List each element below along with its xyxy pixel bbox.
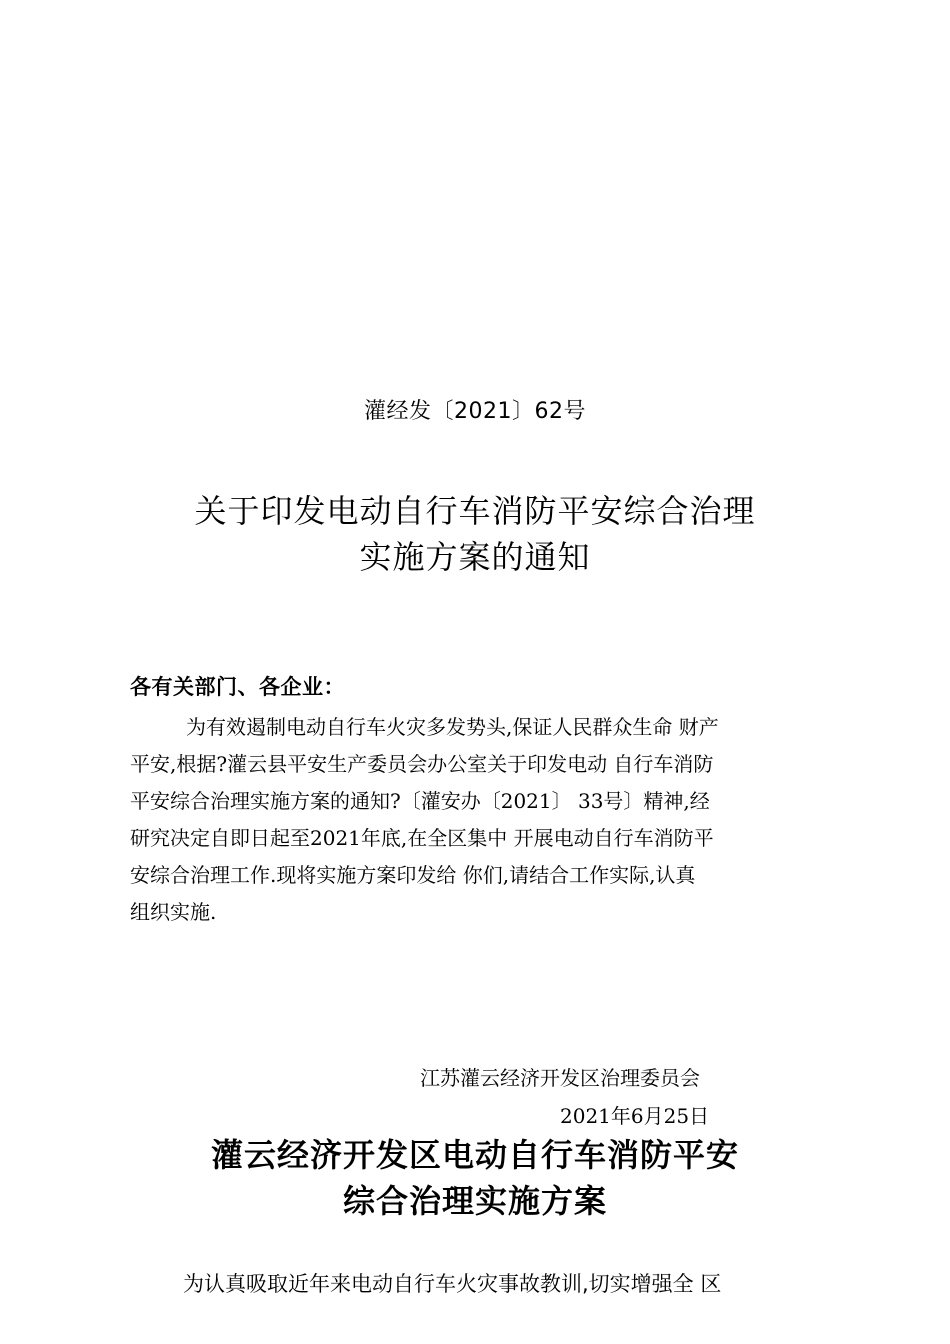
notice-title-line-2: 实施方案的通知 (359, 538, 591, 576)
body-line: 平安综合治理实施方案的通知?〔灌安办〔2021〕 33号〕精神,经 (130, 789, 710, 813)
plan-title-line-2: 综合治理实施方案 (342, 1182, 607, 1220)
document-number: 灌经发〔2021〕62号 (364, 399, 586, 424)
plan-title-line-1: 灌云经济开发区电动自行车消防平安 (210, 1136, 739, 1174)
body-line: 组织实施. (130, 900, 217, 924)
plan-title (0, 1132, 950, 1224)
notice-title (0, 488, 950, 580)
signature-organization: 江苏灌云经济开发区治理委员会 (420, 1066, 700, 1090)
notice-title-line-1: 关于印发电动自行车消防平安综合治理 (194, 492, 756, 530)
body-line: 平安,根据?灌云县平安生产委员会办公室关于印发电动 自行车消防 (130, 752, 714, 776)
salutation: 各有关部门、各企业： (130, 675, 345, 699)
body-line: 安综合治理工作.现将实施方案印发给 你们,请结合工作实际,认真 (130, 863, 696, 887)
body-line: 为有效遏制电动自行车火灾多发势头,保证人民群众生命 财产 (186, 715, 719, 739)
signature-date: 2021年6月25日 (560, 1104, 710, 1128)
plan-intro-text: 为认真吸取近年来电动自行车火灾事故教训,切实增强全 区 (183, 1272, 722, 1296)
notice-body (130, 709, 830, 931)
body-line: 研究决定自即日起至2021年底,在全区集中 开展电动自行车消防平 (130, 826, 714, 850)
